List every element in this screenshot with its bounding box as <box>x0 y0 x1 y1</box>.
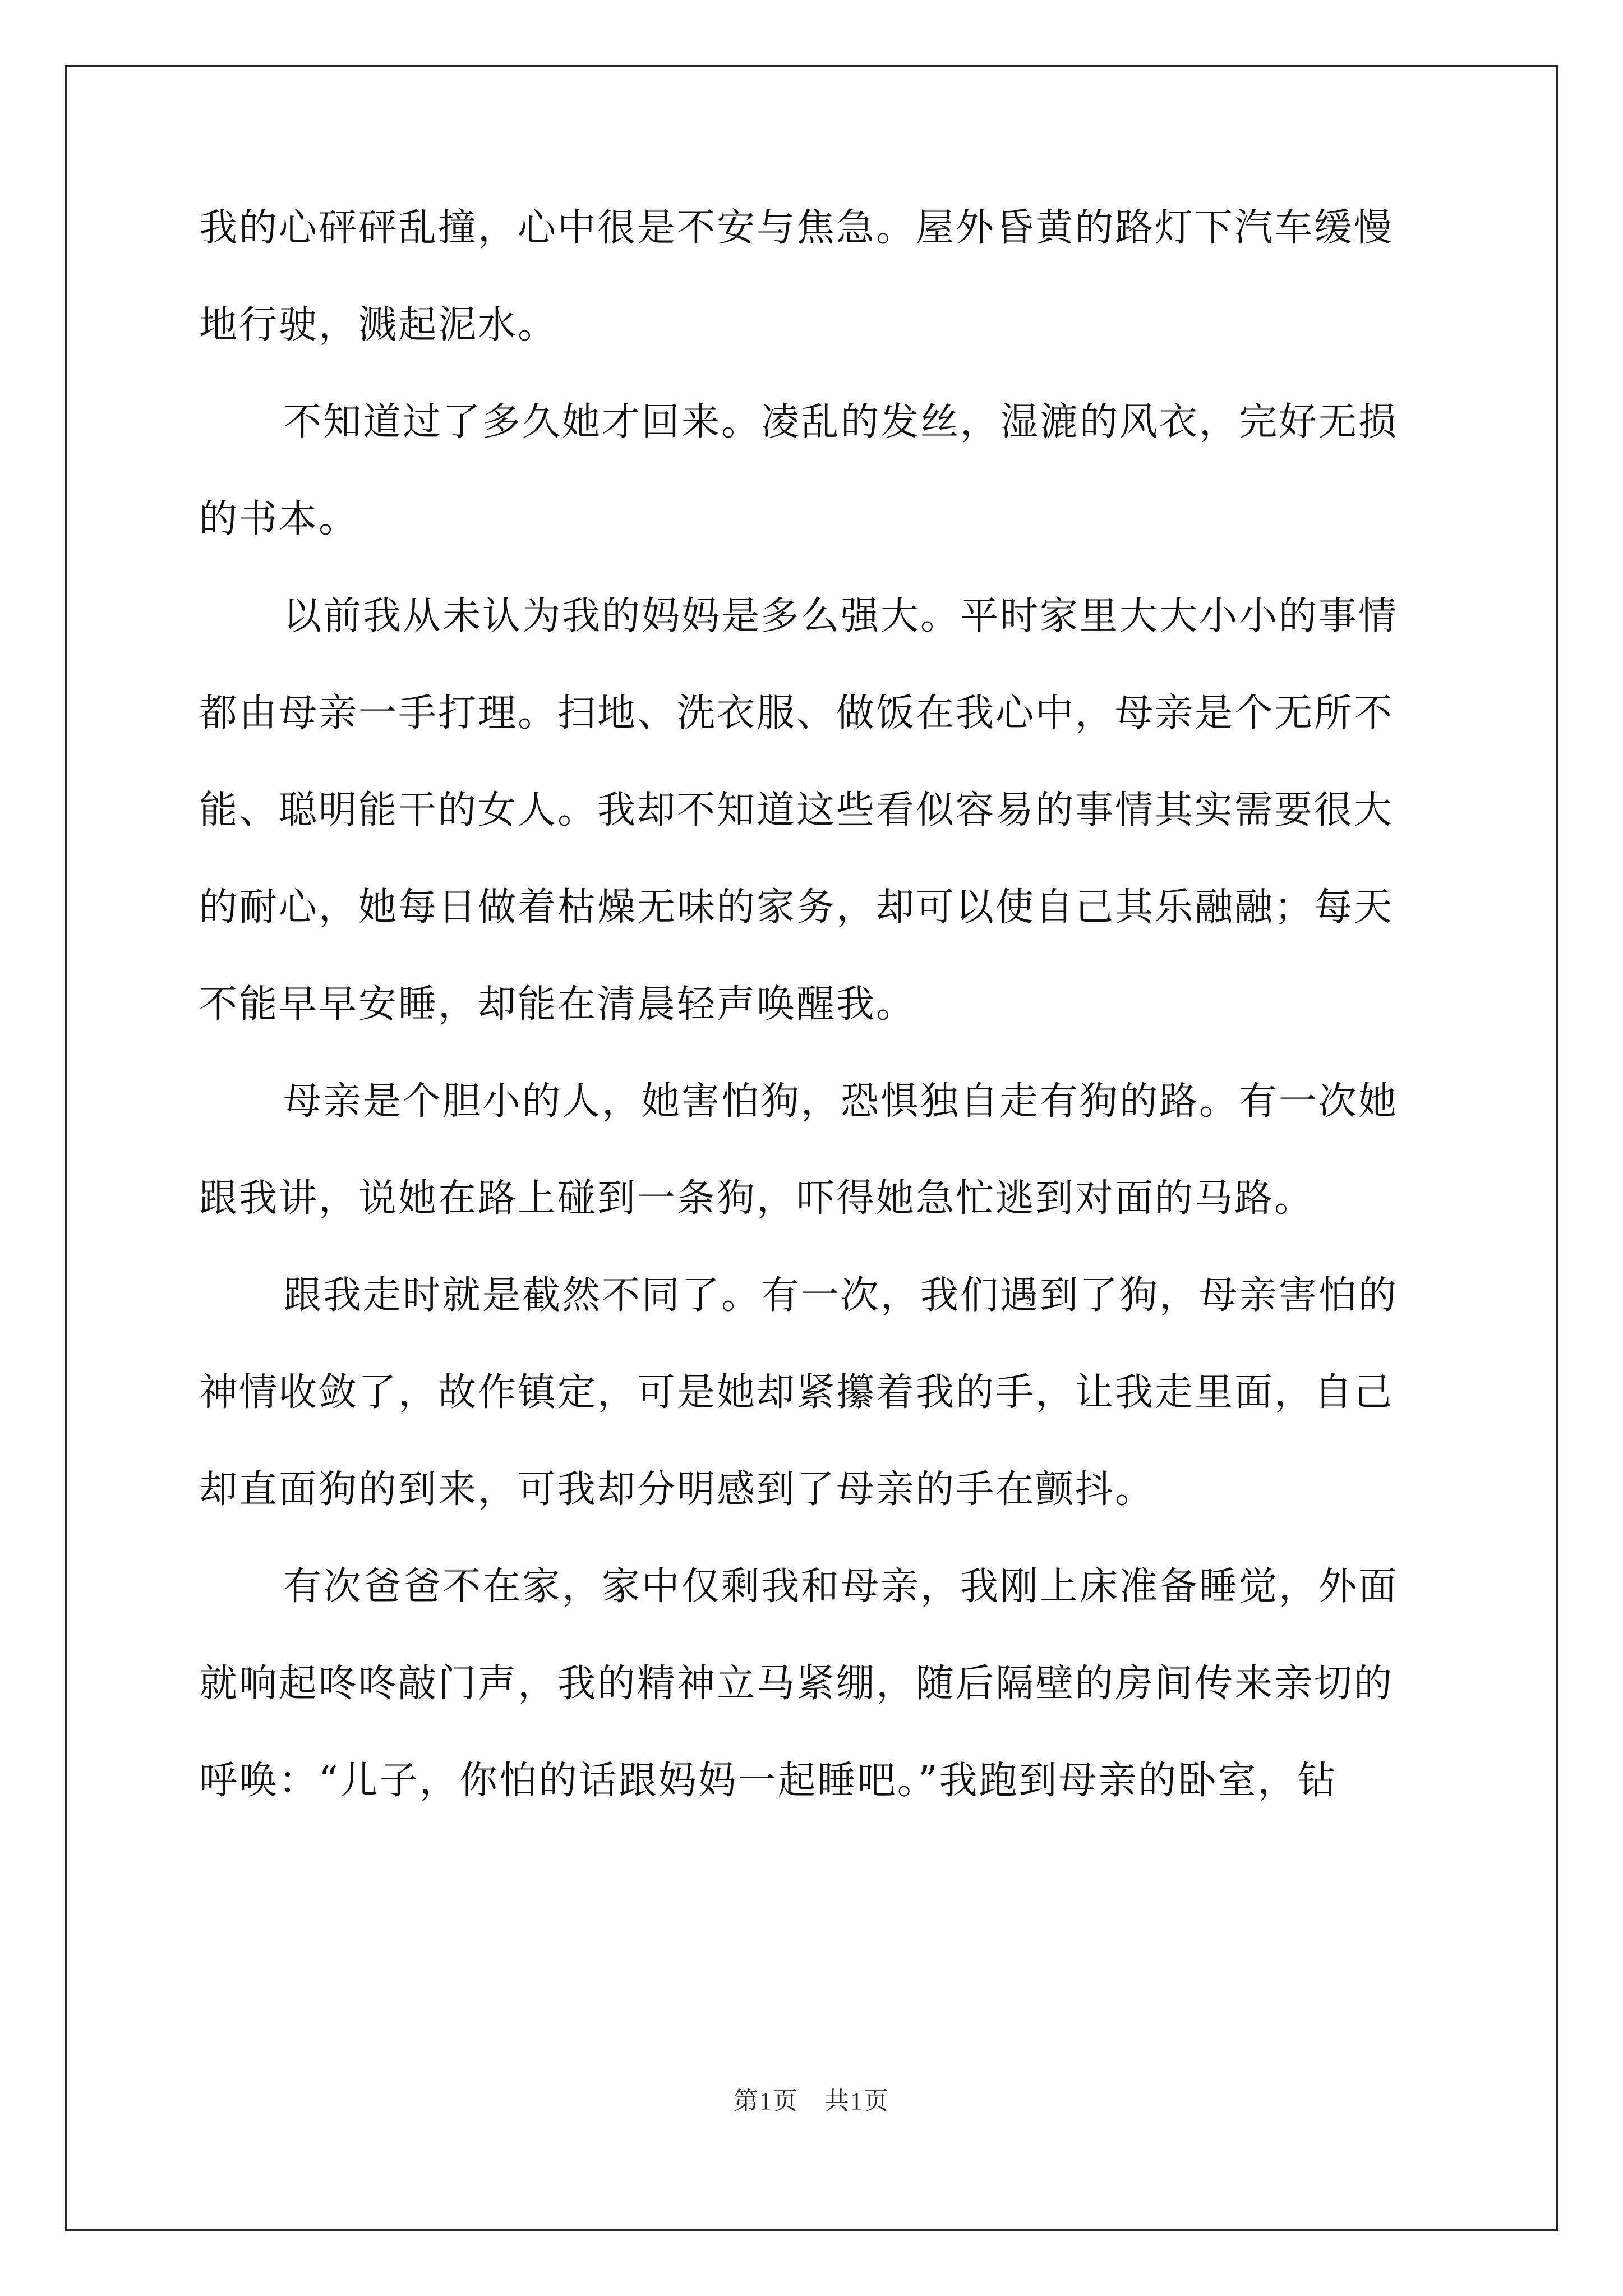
text-line: 的书本。 <box>199 497 359 541</box>
text-line: 跟我讲，说她在路上碰到一条狗，吓得她急忙逃到对面的马路。 <box>199 1176 1315 1221</box>
text-line: 呼唤：“儿子，你怕的话跟妈妈一起睡吧。”我跑到母亲的卧室，钻 <box>199 1759 1338 1803</box>
text-line: 我的心砰砰乱撞，心中很是不安与焦急。屋外昏黄的路灯下汽车缓慢 <box>199 206 1394 250</box>
text-line: 地行驶，溅起泥水。 <box>199 303 558 347</box>
text-line: 不知道过了多久她才回来。凌乱的发丝，湿漉的风衣，完好无损 <box>283 400 1399 444</box>
paragraph <box>199 202 1427 352</box>
text-line: 有次爸爸不在家，家中仅剩我和母亲，我刚上床准备睡觉，外面 <box>283 1565 1399 1609</box>
text-line: 不能早早安睡，却能在清晨轻声唤醒我。 <box>199 982 916 1027</box>
paragraph <box>199 1269 1427 1516</box>
text-line: 跟我走时就是截然不同了。有一次，我们遇到了狗，母亲害怕的 <box>283 1273 1399 1318</box>
document-body <box>199 202 1427 1807</box>
text-line: 却直面狗的到来，可我却分明感到了母亲的手在颤抖。 <box>199 1467 1155 1512</box>
text-line: 神情收敛了，故作镇定，可是她却紧攥着我的手，让我走里面，自己 <box>199 1370 1394 1415</box>
text-line: 母亲是个胆小的人，她害怕狗，恐惧独自走有狗的路。有一次她 <box>283 1079 1399 1124</box>
paragraph <box>199 396 1427 546</box>
page-footer: 第1页 共1页 <box>734 2087 889 2115</box>
paragraph <box>199 1561 1427 1807</box>
text-line: 以前我从未认为我的妈妈是多么强大。平时家里大大小小的事情 <box>283 594 1399 638</box>
text-line: 就响起咚咚敲门声，我的精神立马紧绷，随后隔壁的房间传来亲切的 <box>199 1662 1394 1706</box>
text-line: 能、聪明能干的女人。我却不知道这些看似容易的事情其实需要很大 <box>199 788 1394 832</box>
text-line: 都由母亲一手打理。扫地、洗衣服、做饭在我心中，母亲是个无所不 <box>199 691 1394 735</box>
text-line: 的耐心，她每日做着枯燥无味的家务，却可以使自己其乐融融；每天 <box>199 885 1394 930</box>
paragraph <box>199 1075 1427 1225</box>
paragraph <box>199 590 1427 1031</box>
